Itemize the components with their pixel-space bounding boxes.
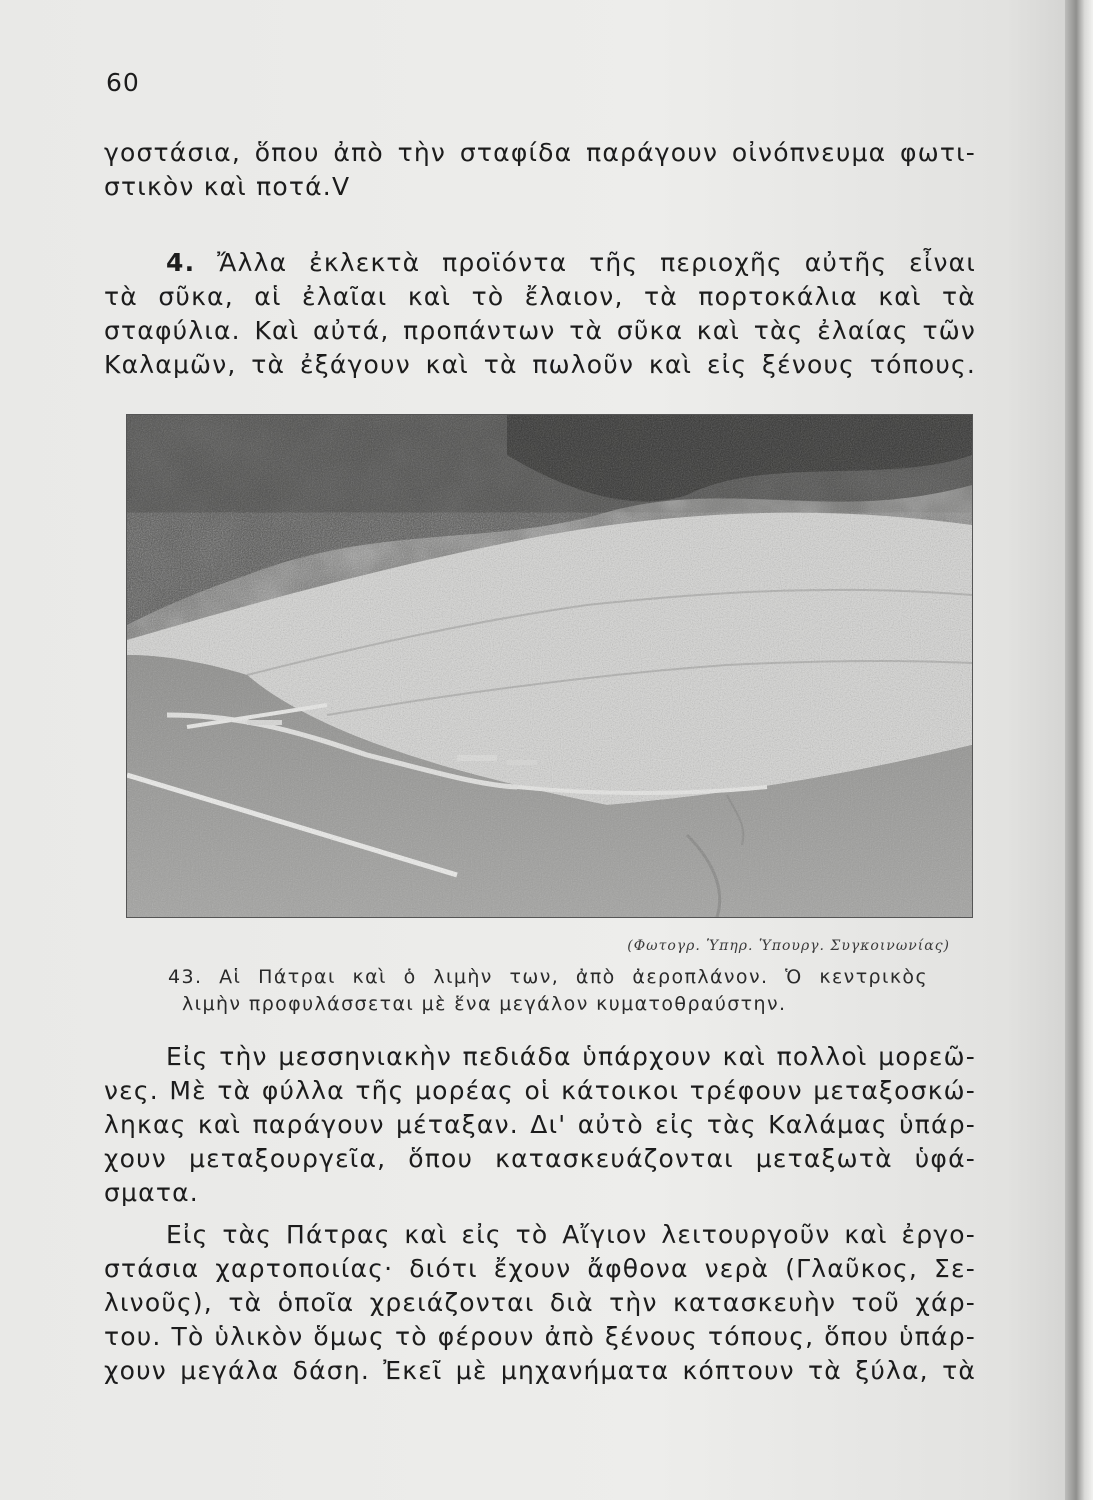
page-number: 60 [106, 68, 140, 97]
text-line: στάσια χαρτοποιίας· διότι ἔχουν ἄφθονα νερὰ (Γλαῦκος, Σε- [104, 1254, 976, 1283]
photo-credit: (Φωτογρ. Ὑπηρ. Ὑπουργ. Συγκοινωνίας) [627, 938, 950, 954]
text-line-content: Ἄλλα ἐκλεκτὰ προϊόντα τῆς περιοχῆς αὐτῆς εἶναι [217, 248, 976, 277]
text-line: τὰ σῦκα, αἱ ἐλαῖαι καὶ τὸ ἔλαιον, τὰ πορτοκάλια καὶ τὰ [104, 282, 976, 311]
page-binding-edge [1065, 0, 1093, 1500]
aerial-photo-illustration [127, 415, 972, 917]
text-line: στικὸν καὶ ποτά.V [104, 172, 351, 201]
text-line: χουν μεγάλα δάση. Ἐκεῖ μὲ μηχανήματα κόπτουν τὰ ξύλα, τὰ [104, 1356, 976, 1385]
text-line [104, 246, 976, 280]
aerial-photo-patras [126, 414, 973, 918]
text-line: νες. Μὲ τὰ φύλλα τῆς μορέας οἱ κάτοικοι τρέφουν μεταξοσκώ- [104, 1076, 976, 1105]
text-line: σταφύλια. Καὶ αὐτά, προπάντων τὰ σῦκα καὶ τὰς ἐλαίας τῶν [104, 316, 976, 345]
text-line: του. Τὸ ὑλικὸν ὅμως τὸ φέρουν ἀπὸ ξένους τόπους, ὅπου ὑπάρ- [104, 1322, 976, 1351]
caption-line: 43. Αἱ Πάτραι καὶ ὁ λιμὴν των, ἀπὸ ἀεροπλάνον. Ὁ κεντρικὸς [168, 966, 928, 988]
text-line: γοστάσια, ὅπου ἀπὸ τὴν σταφίδα παράγουν οἰνόπνευμα φωτι- [104, 138, 976, 167]
text-line: Εἰς τὰς Πάτρας καὶ εἰς τὸ Αἴγιον λειτουργοῦν καὶ ἐργο- [166, 1220, 976, 1249]
paragraph-2 [104, 246, 976, 382]
text-line: χουν μεταξουργεῖα, ὅπου κατασκευάζονται μεταξωτὰ ὑφά- [104, 1144, 976, 1173]
paragraph-4 [104, 1218, 976, 1388]
text-line: Καλαμῶν, τὰ ἐξάγουν καὶ τὰ πωλοῦν καὶ εἰς ξένους τόπους. [104, 350, 976, 379]
paragraph-3 [104, 1040, 976, 1210]
caption-line: λιμὴν προφυλάσσεται μὲ ἕνα μεγάλον κυματοθραύστην. [182, 993, 787, 1015]
paragraph-1 [104, 136, 976, 204]
text-line: λινοῦς), τὰ ὁποῖα χρειάζονται διὰ τὴν κατασκευὴν τοῦ χάρ- [104, 1288, 976, 1317]
paragraph-number: 4. [166, 248, 196, 277]
text-line: σματα. [104, 1178, 199, 1207]
figure-caption [168, 964, 928, 1018]
text-line: Εἰς τὴν μεσσηνιακὴν πεδιάδα ὑπάρχουν καὶ πολλοὶ μορεῶ- [166, 1042, 976, 1071]
text-line: ληκας καὶ παράγουν μέταξαν. Δι' αὐτὸ εἰς τὰς Καλάμας ὑπάρ- [104, 1110, 976, 1139]
